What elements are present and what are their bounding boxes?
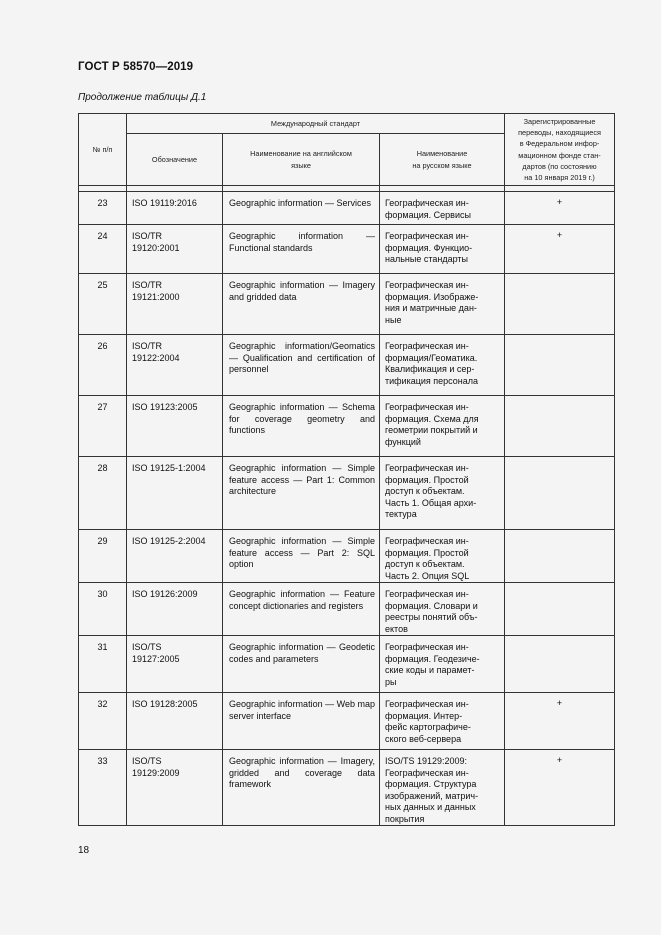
- column-header-intl-standard: Международный стандарт: [127, 114, 505, 134]
- standard-name-ru: Географическая ин- формация/Геоматика. Квалификация и сер- тификация персонала: [380, 335, 505, 396]
- standard-name-ru: Географическая ин- формация. Схема для геометрии покрытий и функций: [380, 396, 505, 457]
- standard-name-en: Geographic information — Feature concept dictionaries and registers: [223, 583, 380, 636]
- registered-translation-mark: +: [505, 750, 615, 826]
- registered-translation-mark: [505, 583, 615, 636]
- registered-translation-mark: [505, 457, 615, 530]
- standard-name-en: Geographic information — Simple feature access — Part 1: Common architecture: [223, 457, 380, 530]
- standard-name-en: Geographic information/Geomatics — Qualification and certification of personnel: [223, 335, 380, 396]
- standard-name-ru: Географическая ин- формация. Словари и реестры понятий объ- ектов: [380, 583, 505, 636]
- column-header-name-ru: Наименование на русском языке: [380, 134, 505, 186]
- standard-name-ru: Географическая ин- формация. Простой доступ к объектам. Часть 2. Опция SQL: [380, 530, 505, 583]
- standard-name-en: Geographic information — Functional standards: [223, 225, 380, 274]
- row-number: 25: [79, 274, 127, 335]
- table-header: [79, 114, 615, 192]
- registered-translation-mark: [505, 530, 615, 583]
- registered-translation-mark: +: [505, 225, 615, 274]
- standard-designation: ISO 19126:2009: [127, 583, 223, 636]
- standard-designation: ISO 19128:2005: [127, 693, 223, 750]
- table-row: [79, 335, 615, 396]
- standards-table: [78, 113, 615, 826]
- row-number: 29: [79, 530, 127, 583]
- standard-designation: ISO 19123:2005: [127, 396, 223, 457]
- standard-designation: ISO/TR 19120:2001: [127, 225, 223, 274]
- registered-translation-mark: [505, 335, 615, 396]
- standard-designation: ISO 19119:2016: [127, 192, 223, 225]
- document-title: ГОСТ Р 58570—2019: [78, 61, 194, 73]
- table-body: [79, 192, 615, 826]
- standard-name-en: Geographic information — Imagery and gridded data: [223, 274, 380, 335]
- row-number: 23: [79, 192, 127, 225]
- standard-designation: ISO/TR 19122:2004: [127, 335, 223, 396]
- standard-name-en: Geographic information — Geodetic codes and parameters: [223, 636, 380, 693]
- registered-translation-mark: +: [505, 693, 615, 750]
- standard-name-ru: ISO/TS 19129:2009: Географическая ин- формация. Структура изображений, матрич- ных данных и данных покрытия: [380, 750, 505, 826]
- row-number: 30: [79, 583, 127, 636]
- row-number: 33: [79, 750, 127, 826]
- registered-translation-mark: [505, 274, 615, 335]
- row-number: 26: [79, 335, 127, 396]
- column-header-number: № п/п: [79, 114, 127, 186]
- row-number: 27: [79, 396, 127, 457]
- standard-name-en: Geographic information — Imagery, gridded and coverage data framework: [223, 750, 380, 826]
- standard-name-en: Geographic information — Simple feature access — Part 2: SQL option: [223, 530, 380, 583]
- table-row: [79, 396, 615, 457]
- registered-translation-mark: [505, 636, 615, 693]
- table-caption: Продолжение таблицы Д.1: [78, 92, 207, 103]
- standard-name-en: Geographic information — Schema for coverage geometry and functions: [223, 396, 380, 457]
- registered-translation-mark: +: [505, 192, 615, 225]
- standard-name-ru: Географическая ин- формация. Интер- фейс картографиче- ского веб-сервера: [380, 693, 505, 750]
- standard-name-ru: Географическая ин- формация. Геодезиче- ские коды и парамет- ры: [380, 636, 505, 693]
- table-row: [79, 225, 615, 274]
- table-row: [79, 583, 615, 636]
- standard-designation: ISO/TS 19129:2009: [127, 750, 223, 826]
- table-row: [79, 274, 615, 335]
- page-number: 18: [78, 845, 90, 856]
- standard-name-en: Geographic information — Web map server interface: [223, 693, 380, 750]
- registered-translation-mark: [505, 396, 615, 457]
- standard-designation: ISO 19125-2:2004: [127, 530, 223, 583]
- column-header-name-en: Наименование на английском языке: [223, 134, 380, 186]
- standard-name-ru: Географическая ин- формация. Сервисы: [380, 192, 505, 225]
- standard-designation: ISO/TS 19127:2005: [127, 636, 223, 693]
- row-number: 32: [79, 693, 127, 750]
- table-row: [79, 636, 615, 693]
- standard-designation: ISO 19125-1:2004: [127, 457, 223, 530]
- table-row: [79, 457, 615, 530]
- column-header-registered: Зарегистрированные переводы, находящиеся в Федеральном инфор- мационном фонде стан- дартов (по состоянию на 10 января 2019 г.): [505, 114, 615, 186]
- standard-name-ru: Географическая ин- формация. Простой доступ к объектам. Часть 1. Общая архи- тектура: [380, 457, 505, 530]
- row-number: 31: [79, 636, 127, 693]
- table-row: [79, 693, 615, 750]
- column-header-designation: Обозначение: [127, 134, 223, 186]
- standard-name-ru: Географическая ин- формация. Функцио- нальные стандарты: [380, 225, 505, 274]
- row-number: 28: [79, 457, 127, 530]
- standard-name-en: Geographic information — Services: [223, 192, 380, 225]
- table-row: [79, 530, 615, 583]
- standard-name-ru: Географическая ин- формация. Изображе- ния и матричные дан- ные: [380, 274, 505, 335]
- standard-designation: ISO/TR 19121:2000: [127, 274, 223, 335]
- table-row: [79, 192, 615, 225]
- row-number: 24: [79, 225, 127, 274]
- table-row: [79, 750, 615, 826]
